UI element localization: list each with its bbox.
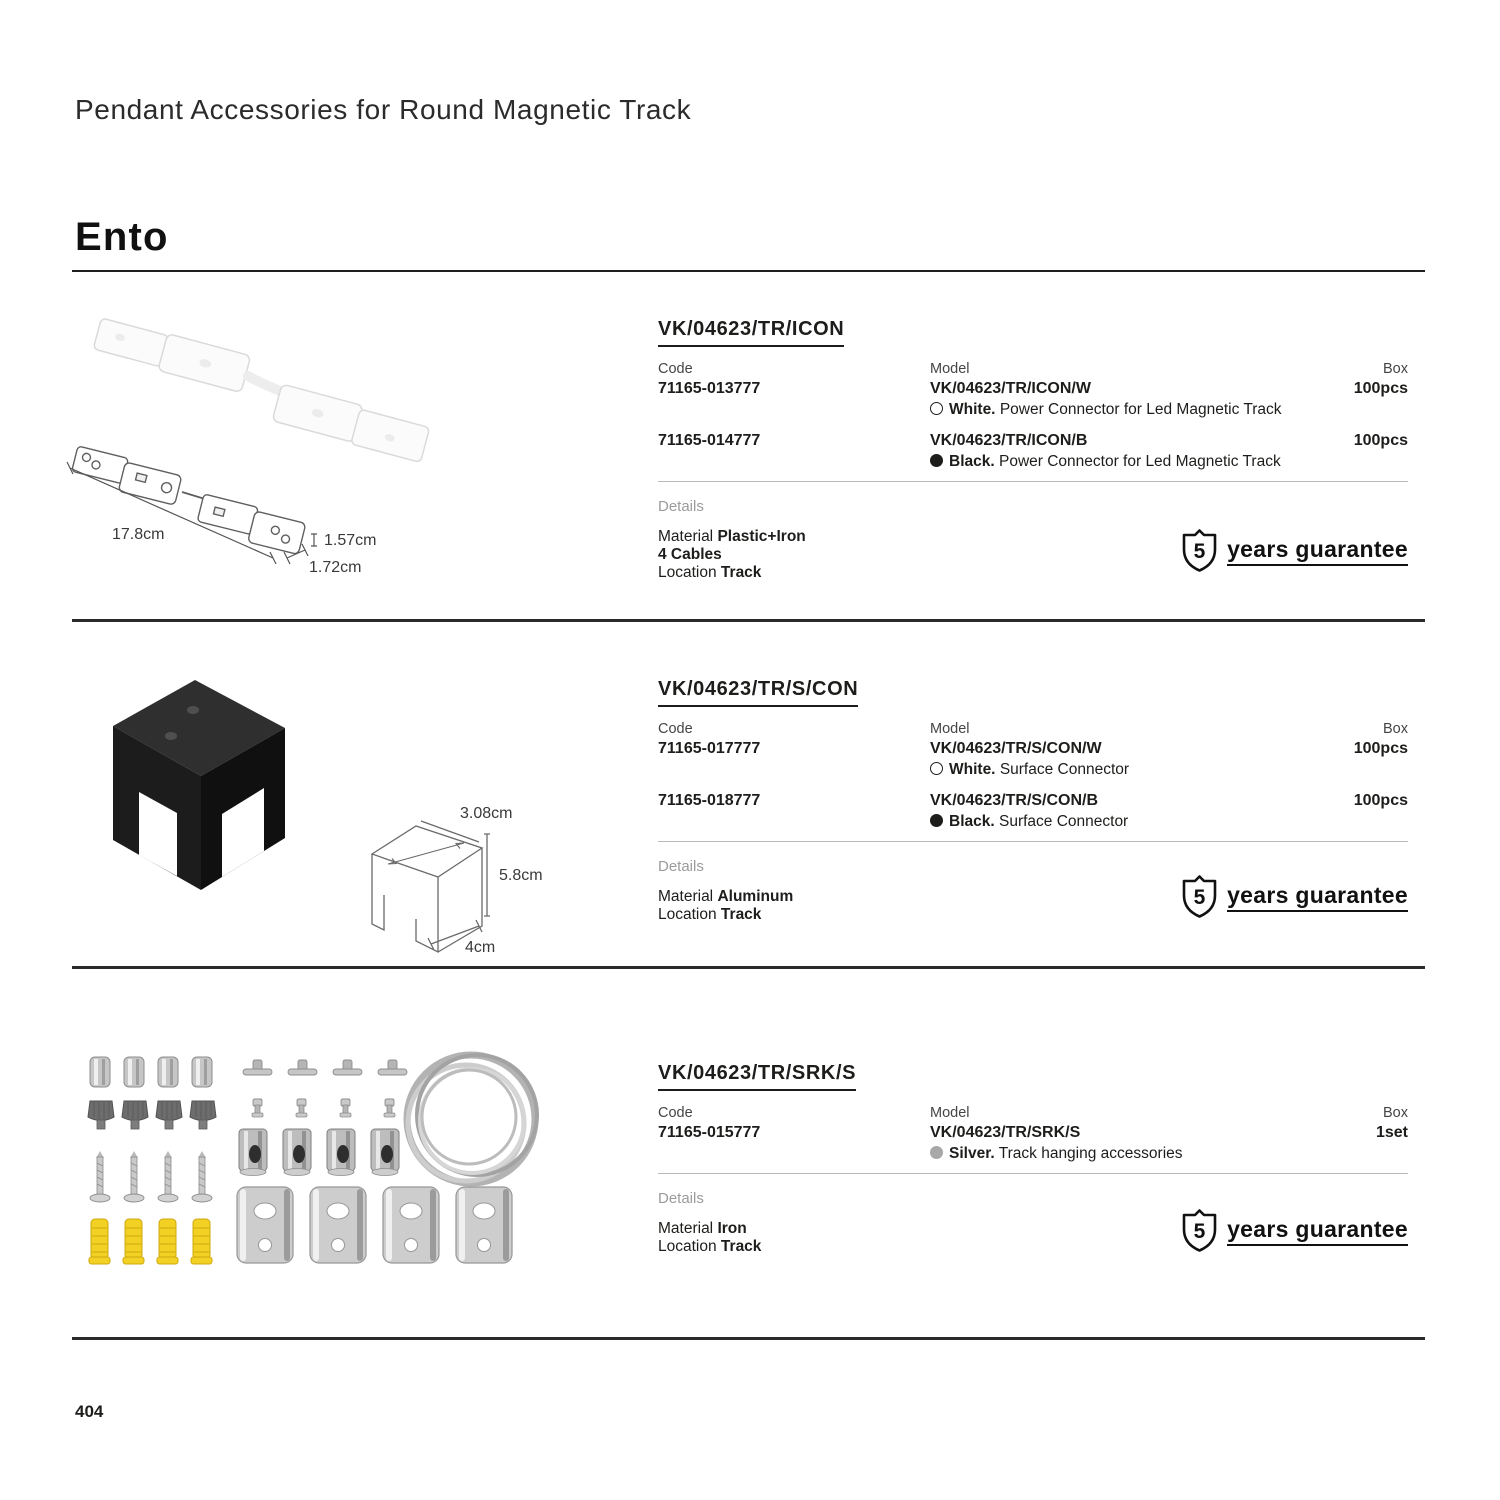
variant-code: 71165-015777 [658,1124,761,1141]
dim-depth-label: 1.72cm [309,559,362,576]
variant-code: 71165-014777 [658,432,761,450]
product-section [658,678,1408,924]
table-header [658,721,1408,737]
table-header [658,361,1408,377]
product-section [658,1062,1408,1256]
details-heading: Details [658,858,704,876]
surface-connector-figure [75,658,585,963]
model-column-header: Model [930,721,970,737]
dim-height-label: 1.57cm [324,532,377,549]
details-divider [658,1173,1408,1174]
page-header: Pendant Accessories for Round Magnetic Track [75,94,692,125]
box-column-header: Box [1383,1105,1408,1121]
variant-model: VK/04623/TR/ICON/B [930,432,1088,450]
model-column-header: Model [930,1105,970,1121]
shield-5-icon [1181,874,1218,919]
wall-anchors [89,1219,212,1264]
guarantee-text: years guarantee [1227,882,1408,912]
variant-description: Black. Surface Connector [930,813,1298,831]
variant-box-qty: 100pcs [1353,380,1408,397]
power-connector-figure [62,296,462,591]
small-rivets [252,1099,395,1117]
guarantee-badge [1181,1208,1408,1253]
dim-length-label: 17.8cm [112,526,165,543]
svg-text:5: 5 [1193,1220,1206,1243]
detail-line: Location Track [658,906,762,924]
footer-divider [72,1337,1425,1340]
svg-text:5: 5 [1193,886,1206,909]
svg-text:5: 5 [1193,540,1206,563]
variant-box-qty: 100pcs [1353,432,1408,450]
code-column-header: Code [658,721,693,737]
guarantee-text: years guarantee [1227,1216,1408,1246]
product-sku: VK/04623/TR/SRK/S [658,1062,856,1091]
product-sku: VK/04623/TR/ICON [658,318,844,347]
variant-description: Silver. Track hanging accessories [930,1145,1298,1163]
variant-row [658,431,1408,471]
product-section [658,318,1408,582]
variant-row [658,1123,1408,1163]
cable-grippers [239,1129,399,1176]
t-pins [243,1060,407,1075]
power-connector-drawing [70,446,307,555]
variant-row [658,739,1408,779]
section-divider [72,619,1425,622]
detail-line: Location Track [658,564,762,582]
hanging-kit-figure [75,1035,625,1285]
knurled-fittings [88,1101,216,1129]
guarantee-badge [1181,874,1408,919]
variant-model: VK/04623/TR/S/CON/W [930,740,1102,757]
variant-description: White. Power Connector for Led Magnetic Track [930,401,1298,419]
variant-box-qty: 100pcs [1353,740,1408,757]
detail-line: 4 Cables [658,546,722,564]
code-column-header: Code [658,361,693,377]
details-divider [658,841,1408,842]
silver-swatch-icon [930,1146,943,1159]
page-number: 404 [75,1402,104,1421]
table-header [658,1105,1408,1121]
white-swatch-icon [930,402,943,415]
series-title: Ento [75,215,169,259]
title-divider [72,270,1425,272]
dim-width-label: 3.08cm [460,805,513,822]
variant-description: Black. Power Connector for Led Magnetic Track [930,453,1298,471]
details-divider [658,481,1408,482]
box-column-header: Box [1383,721,1408,737]
detail-line: Material Iron [658,1220,747,1238]
track-clips [237,1187,512,1263]
variant-code: 71165-017777 [658,740,761,757]
variant-model: VK/04623/TR/S/CON/B [930,792,1099,810]
box-column-header: Box [1383,361,1408,377]
surface-connector-drawing [372,821,490,952]
detail-line: Material Plastic+Iron [658,528,806,546]
variant-description: White. Surface Connector [930,761,1298,779]
black-swatch-icon [930,814,943,827]
steel-wire-coil [407,1055,537,1183]
product-sku: VK/04623/TR/S/CON [658,678,858,707]
guarantee-badge [1181,528,1408,573]
code-column-header: Code [658,1105,693,1121]
variant-box-qty: 1set [1375,1124,1408,1141]
black-swatch-icon [930,454,943,467]
variant-model: VK/04623/TR/ICON/W [930,380,1091,397]
detail-line: Material Aluminum [658,888,794,906]
variant-code: 71165-013777 [658,380,761,397]
variant-model: VK/04623/TR/SRK/S [930,1124,1081,1141]
dim-depth-label: 4cm [465,939,496,956]
variant-row [658,791,1408,831]
variant-code: 71165-018777 [658,792,761,810]
variant-row [658,379,1408,419]
shield-5-icon [1181,1208,1218,1253]
power-connector-photo [92,316,431,462]
surface-connector-photo [113,680,285,890]
shield-5-icon [1181,528,1218,573]
dim-height-label: 5.8cm [499,867,543,884]
mounting-screws [90,1151,212,1202]
details-heading: Details [658,1190,704,1208]
white-swatch-icon [930,762,943,775]
section-divider [72,966,1425,969]
variant-box-qty: 100pcs [1353,792,1408,810]
guarantee-text: years guarantee [1227,536,1408,566]
details-heading: Details [658,498,704,516]
model-column-header: Model [930,361,970,377]
cylinder-caps [90,1057,212,1087]
detail-line: Location Track [658,1238,762,1256]
